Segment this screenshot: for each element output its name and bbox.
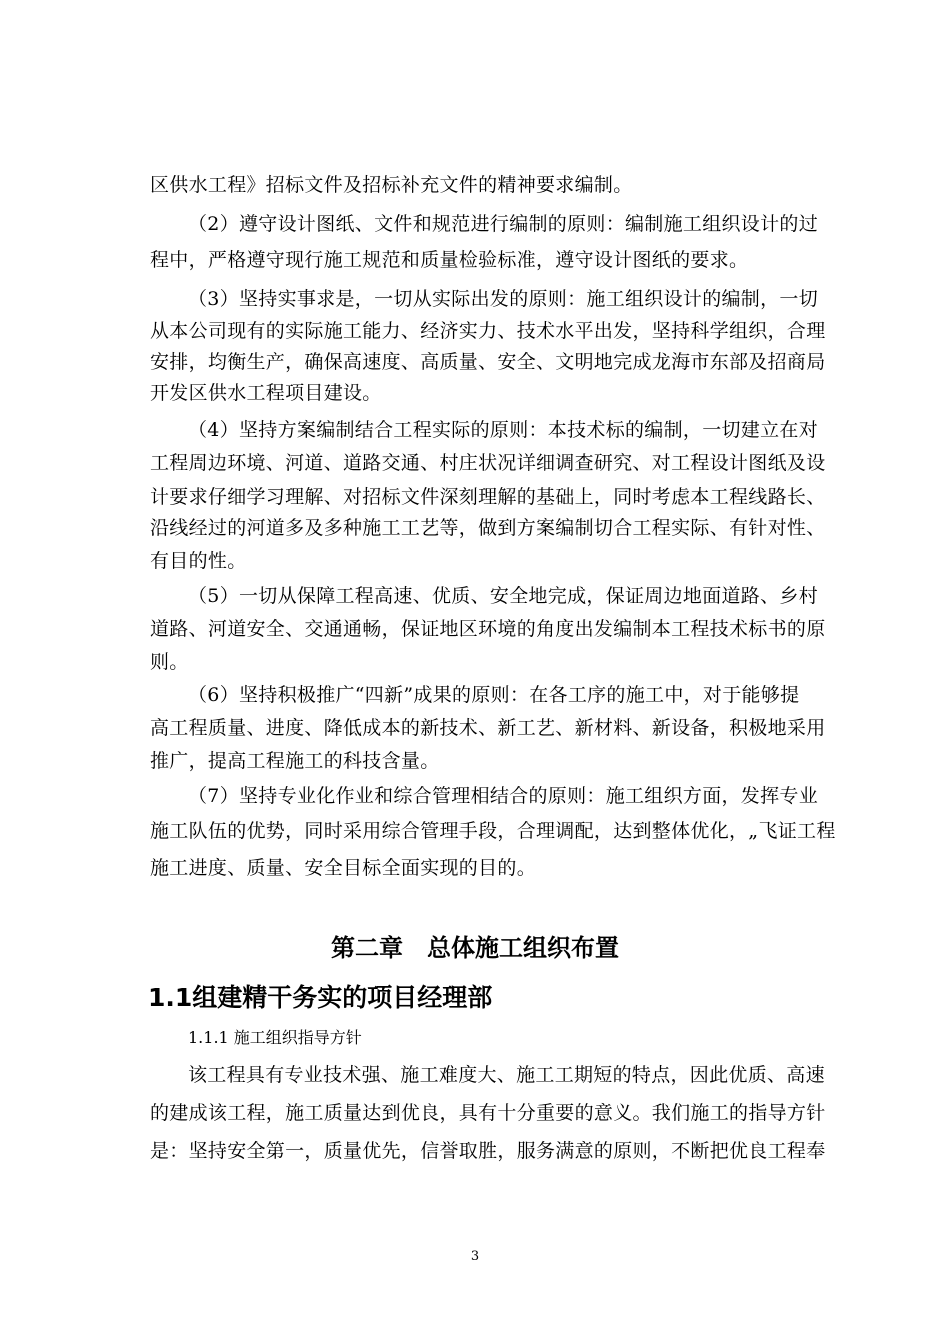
paragraph-line: 计要求仔细学习理解、对招标文件深刻理解的基础上，同时考虑本工程线路长、 bbox=[150, 486, 826, 508]
paragraph-line: （2）遵守设计图纸、文件和规范进行编制的原则：编制施工组织设计的过 bbox=[188, 213, 818, 235]
paragraph-line: 是：坚持安全第一，质量优先，信誉取胜，服务满意的原则，不断把优良工程奉 bbox=[150, 1140, 826, 1162]
subsection-title: 1.1.1 施工组织指导方针 bbox=[188, 1028, 362, 1047]
paragraph-line: 推广，提高工程施工的科技含量。 bbox=[150, 750, 440, 772]
page-number: 3 bbox=[470, 1249, 480, 1264]
paragraph-line: 程中，严格遵守现行施工规范和质量检验标准，遵守设计图纸的要求。 bbox=[150, 249, 749, 271]
paragraph-line: 该工程具有专业技术强、施工难度大、施工工期短的特点，因此优质、高速 bbox=[188, 1064, 825, 1086]
paragraph-line: 沿线经过的河道多及多种施工工艺等，做到方案编制切合工程实际、有针对性、 bbox=[150, 517, 826, 539]
paragraph-line: 的建成该工程，施工质量达到优良，具有十分重要的意义。我们施工的指导方针 bbox=[150, 1102, 826, 1124]
paragraph-line: （4）坚持方案编制结合工程实际的原则：本技术标的编制，一切建立在对 bbox=[188, 419, 818, 441]
paragraph-line: （5）一切从保障工程高速、优质、安全地完成，保证周边地面道路、乡村 bbox=[188, 585, 818, 607]
paragraph-line: 施工进度、质量、安全目标全面实现的目的。 bbox=[150, 857, 537, 879]
paragraph-line: 区供水工程》招标文件及招标补充文件的精神要求编制。 bbox=[150, 174, 633, 196]
paragraph-line: 工程周边环境、河道、道路交通、村庄状况详细调查研究、对工程设计图纸及设 bbox=[150, 452, 826, 474]
paragraph-line: 安排，均衡生产，确保高速度、高质量、安全、文明地完成龙海市东部及招商局 bbox=[150, 351, 826, 373]
paragraph-line: 则。 bbox=[150, 651, 189, 673]
paragraph-line: （7）坚持专业化作业和综合管理相结合的原则：施工组织方面，发挥专业 bbox=[188, 785, 818, 807]
paragraph-line: （3）坚持实事求是，一切从实际出发的原则：施工组织设计的编制，一切 bbox=[188, 288, 818, 310]
paragraph-line: （6）坚持积极推广“四新”成果的原则：在各工序的施工中，对于能够提 bbox=[188, 684, 800, 706]
paragraph-line: 从本公司现有的实际施工能力、经济实力、技术水平出发，坚持科学组织，合理 bbox=[150, 320, 826, 342]
paragraph-line: 施工队伍的优势，同时采用综合管理手段，合理调配，达到整体优化，„飞证工程 bbox=[150, 820, 836, 842]
chapter-title: 第二章 总体施工组织布置 bbox=[331, 934, 619, 962]
paragraph-line: 道路、河道安全、交通通畅，保证地区环境的角度出发编制本工程技术标书的原 bbox=[150, 618, 826, 640]
paragraph-line: 开发区供水工程项目建设。 bbox=[150, 382, 382, 404]
section-title: 1.1组建精干务实的项目经理部 bbox=[148, 983, 493, 1012]
paragraph-line: 高工程质量、进度、降低成本的新技术、新工艺、新材料、新设备，积极地采用 bbox=[150, 717, 826, 739]
paragraph-line: 有目的性。 bbox=[150, 550, 247, 572]
